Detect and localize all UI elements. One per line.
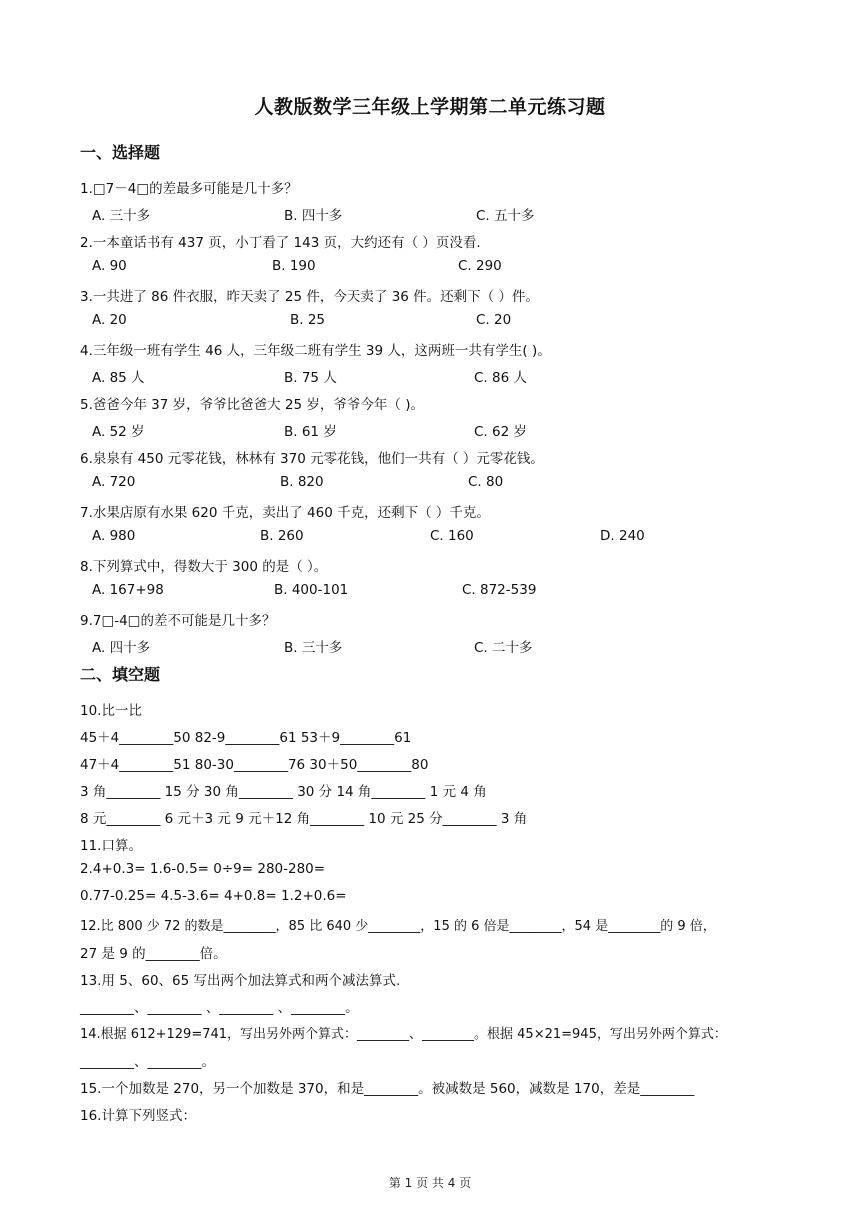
question-options — [92, 528, 752, 548]
question-stem: 5.爸爸今年 37 岁，爷爷比爸爸大 25 岁，爷爷今年（ )。 — [80, 397, 424, 413]
question-stem: 8.下列算式中，得数大于 300 的是（ ）。 — [80, 559, 328, 575]
question-stem: 4.三年级一班有学生 46 人，三年级二班有学生 39 人，这两班一共有学生( )。 — [80, 343, 551, 359]
option-b: B. 820 — [280, 474, 324, 490]
question-options — [92, 474, 752, 494]
option-a: A. 52 岁 — [92, 424, 145, 440]
option-c: C. 872-539 — [462, 582, 537, 598]
option-b: B. 三十多 — [284, 640, 343, 656]
question-options — [92, 420, 752, 440]
option-b: B. 四十多 — [284, 208, 343, 224]
option-b: B. 400-101 — [274, 582, 349, 598]
question-stem: 2.一本童话书有 437 页，小丁看了 143 页，大约还有（ ）页没看. — [80, 235, 481, 251]
question-text: 13.用 5、60、65 写出两个加法算式和两个减法算式. — [80, 973, 401, 989]
option-b: B. 190 — [272, 258, 316, 274]
option-a: A. 85 人 — [92, 370, 145, 386]
question-options — [92, 258, 752, 278]
question-text: 8 元________ 6 元＋3 元 9 元＋12 角________ 10 元 25 分________ 3 角 — [80, 811, 528, 827]
section-heading-fill: 二、填空题 — [80, 665, 161, 684]
question-options — [92, 204, 752, 224]
question-text: 45＋4________50 82-9________61 53＋9________61 — [80, 730, 412, 746]
option-c: C. 160 — [430, 528, 474, 544]
question-text: 2.4+0.3= 1.6-0.5= 0÷9= 280-280= — [80, 861, 326, 877]
option-a: A. 980 — [92, 528, 136, 544]
question-stem: 9.7□-4□的差不可能是几十多？ — [80, 613, 276, 629]
question-text: 15.一个加数是 270，另一个加数是 370，和是________。被减数是 560，减数是 170，差是________ — [80, 1081, 695, 1097]
question-text: 3 角________ 15 分 30 角________ 30 分 14 角________ 1 元 4 角 — [80, 784, 487, 800]
question-stem: 6.泉泉有 450 元零花钱，林林有 370 元零花钱，他们一共有（ ）元零花钱。 — [80, 451, 544, 467]
section-heading-choice: 一、选择题 — [80, 143, 161, 162]
question-text: 47＋4________51 80-30________76 30＋50________80 — [80, 757, 429, 773]
option-d: D. 240 — [600, 528, 645, 544]
option-a: A. 三十多 — [92, 208, 151, 224]
question-text: 12.比 800 少 72 的数是________，85 比 640 少________，15 的 6 倍是________，54 是________的 9 倍， — [80, 919, 716, 934]
question-text: ________、________。 — [80, 1054, 215, 1070]
question-text: ________、________ 、________ 、________。 — [80, 1000, 359, 1016]
question-stem: 3.一共进了 86 件衣服，昨天卖了 25 件，今天卖了 36 件。还剩下（ ）件。 — [80, 289, 539, 305]
option-a: A. 167+98 — [92, 582, 164, 598]
question-text: 16.计算下列竖式： — [80, 1108, 196, 1124]
question-stem: 1.□7－4□的差最多可能是几十多？ — [80, 181, 298, 197]
option-a: A. 720 — [92, 474, 136, 490]
option-c: C. 20 — [476, 312, 512, 328]
question-text: 10.比一比 — [80, 703, 142, 719]
page-footer: 第 1 页 共 4 页 — [388, 1176, 472, 1190]
option-c: C. 二十多 — [474, 640, 533, 656]
option-b: B. 61 岁 — [284, 424, 337, 440]
question-text: 0.77-0.25= 4.5-3.6= 4+0.8= 1.2+0.6= — [80, 888, 347, 904]
question-options — [92, 366, 752, 386]
question-options — [92, 312, 752, 332]
option-c: C. 80 — [468, 474, 504, 490]
option-a: A. 90 — [92, 258, 127, 274]
option-a: A. 四十多 — [92, 640, 151, 656]
question-text: 11.口算。 — [80, 838, 142, 854]
option-b: B. 75 人 — [284, 370, 337, 386]
option-c: C. 62 岁 — [474, 424, 527, 440]
option-c: C. 86 人 — [474, 370, 527, 386]
option-c: C. 290 — [458, 258, 502, 274]
question-stem: 7.水果店原有水果 620 千克，卖出了 460 千克，还剩下（ ）千克。 — [80, 505, 490, 521]
option-b: B. 25 — [290, 312, 326, 328]
option-a: A. 20 — [92, 312, 127, 328]
option-c: C. 五十多 — [476, 208, 535, 224]
question-options — [92, 582, 752, 602]
question-text: 14.根据 612+129=741，写出另外两个算式：________、________。根据 45×21=945，写出另外两个算式： — [80, 1027, 727, 1042]
option-b: B. 260 — [260, 528, 304, 544]
page-title: 人教版数学三年级上学期第二单元练习题 — [254, 96, 606, 118]
question-options — [92, 636, 752, 656]
question-text: 27 是 9 的________倍。 — [80, 946, 227, 962]
